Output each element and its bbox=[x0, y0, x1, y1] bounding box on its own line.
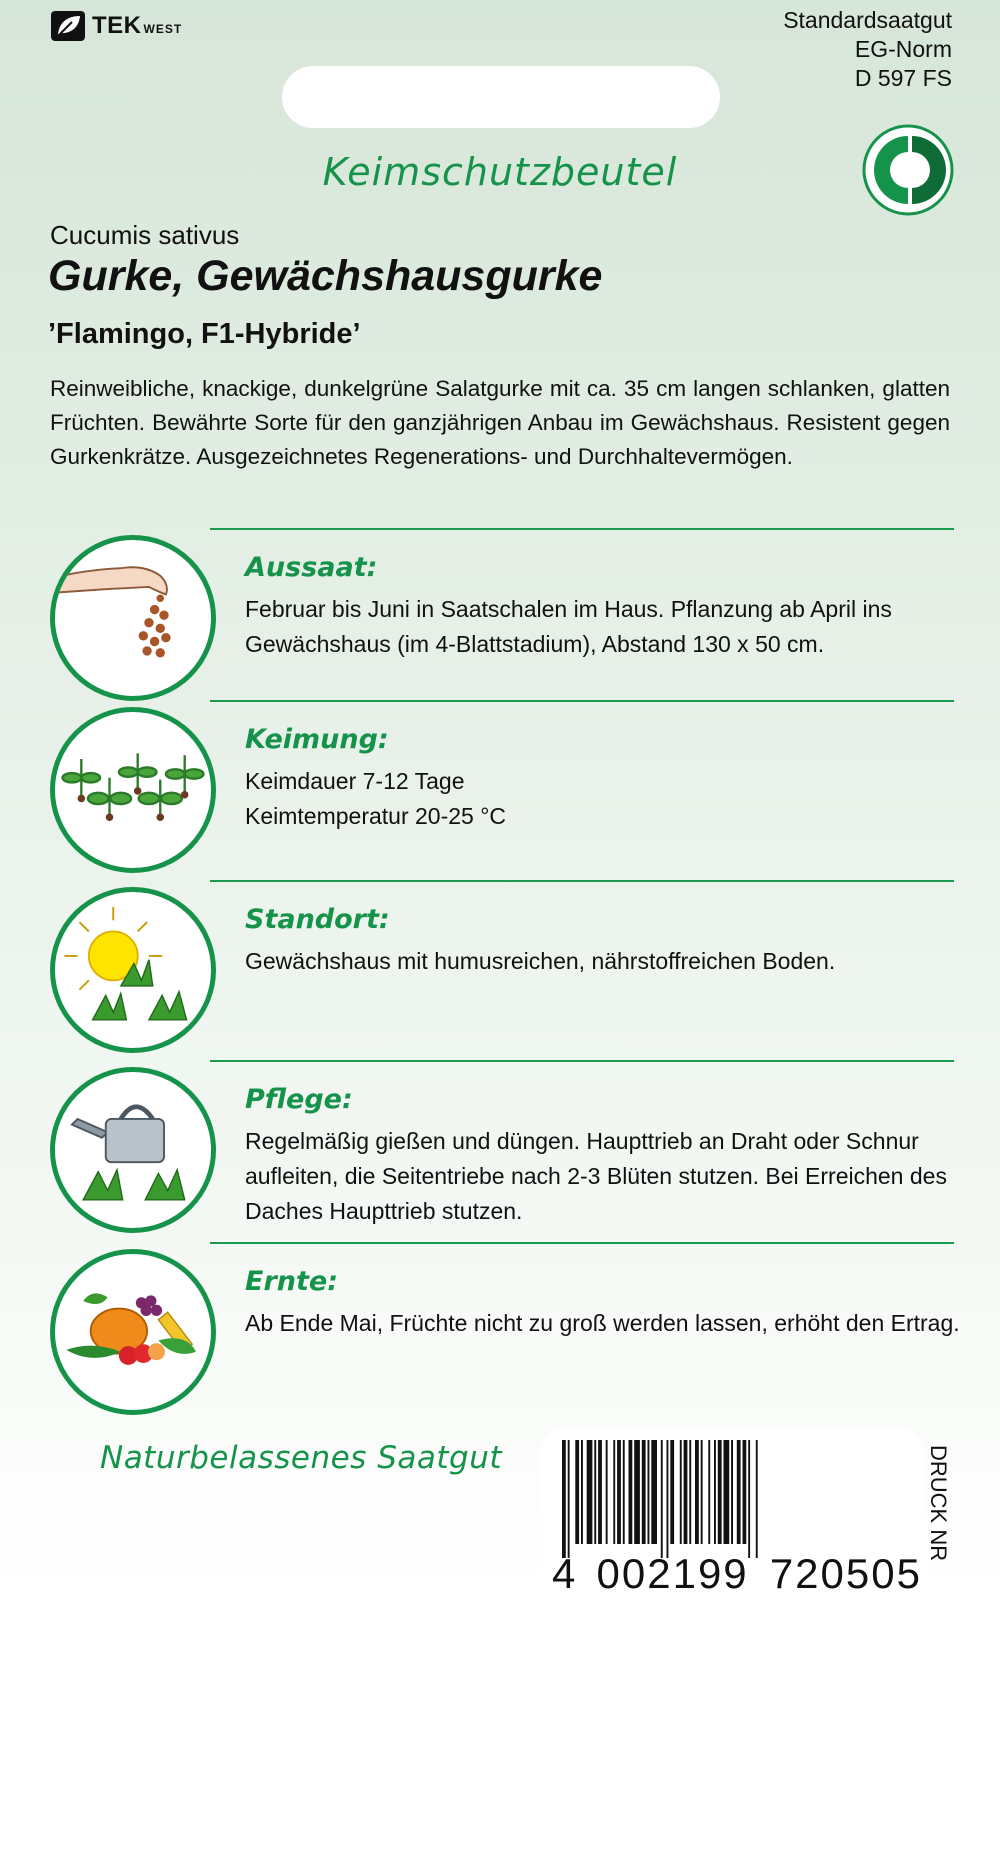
barcode-bar bbox=[731, 1440, 733, 1544]
section-text: Regelmäßig gießen und düngen. Haupttrieb an Draht oder Schnur aufleiten, die Seitentriebe nach 2-3 Blüten stutzen. Bei Erreichen des Daches Haupttrieb stutzen. bbox=[245, 1128, 947, 1224]
barcode-bar bbox=[594, 1440, 596, 1544]
barcode-bar bbox=[634, 1440, 640, 1544]
barcode-bar bbox=[724, 1440, 730, 1544]
section-title: Pflege: bbox=[245, 1084, 353, 1115]
text-line: Keimdauer 7-12 Tage bbox=[245, 768, 465, 794]
barcode bbox=[540, 1428, 925, 1603]
barcode-bar bbox=[575, 1440, 579, 1544]
divider bbox=[210, 1242, 954, 1244]
barcode-bar bbox=[748, 1440, 750, 1558]
blank-label-field bbox=[282, 66, 720, 128]
norm-line: D 597 FS bbox=[854, 65, 952, 91]
barcode-bar bbox=[651, 1440, 657, 1544]
section-text bbox=[245, 764, 965, 834]
barcode-bar bbox=[667, 1440, 669, 1558]
section-keimung bbox=[50, 700, 950, 880]
sun-plants-icon bbox=[50, 887, 216, 1053]
product-title: Gurke, Gewächshausgurke bbox=[48, 252, 603, 300]
hand-sowing-seeds-icon bbox=[50, 535, 216, 701]
barcode-bar bbox=[642, 1440, 646, 1544]
leaf-logo-icon bbox=[50, 8, 86, 44]
barcode-bar bbox=[689, 1440, 691, 1544]
barcode-bar bbox=[587, 1440, 593, 1544]
seedlings-icon bbox=[50, 707, 216, 873]
section-text: Gewächshaus mit humusreichen, nährstoffreichen Boden. bbox=[245, 948, 836, 974]
barcode-bar bbox=[598, 1440, 602, 1544]
barcode-digits: 720505 bbox=[769, 1550, 922, 1597]
barcode-bar bbox=[714, 1440, 716, 1544]
section-aussaat bbox=[50, 528, 950, 708]
barcode-bar bbox=[737, 1440, 741, 1544]
text-line: Keimtemperatur 20-25 °C bbox=[245, 803, 507, 829]
brand-logo bbox=[50, 8, 182, 44]
section-title: Aussaat: bbox=[245, 552, 378, 583]
section-pflege bbox=[50, 1060, 950, 1240]
divider bbox=[210, 880, 954, 882]
barcode-digits: 4 bbox=[552, 1550, 576, 1597]
barcode-bar bbox=[568, 1440, 570, 1558]
barcode-bar bbox=[606, 1440, 608, 1544]
barcode-bar bbox=[581, 1440, 583, 1544]
watering-can-icon bbox=[50, 1067, 216, 1233]
seed-norm-info bbox=[783, 6, 952, 93]
section-text: Februar bis Juni in Saatschalen im Haus. Pflanzung ab April ins Gewächshaus (im 4-Blattstadium), Abstand 130 x 50 cm. bbox=[245, 596, 892, 657]
barcode-bar bbox=[648, 1440, 650, 1544]
banner-keimschutzbeutel: Keimschutzbeutel bbox=[322, 150, 678, 194]
norm-line: EG-Norm bbox=[854, 36, 952, 62]
print-number-label: DRUCK NR bbox=[926, 1445, 951, 1562]
slogan: Naturbelassenes Saatgut bbox=[100, 1440, 502, 1476]
barcode-number bbox=[552, 1550, 922, 1598]
section-title: Standort: bbox=[245, 904, 390, 935]
barcode-bar bbox=[708, 1440, 710, 1544]
section-standort bbox=[50, 880, 950, 1060]
brand-name: TEK WEST bbox=[92, 12, 183, 39]
barcode-bar bbox=[670, 1440, 674, 1544]
product-description: Reinweibliche, knackige, dunkelgrüne Salatgurke mit ca. 35 cm langen schlanken, glatten Früchten. Bewährte Sorte für den ganzjährigen Anbau im Gewächshaus. Resistent gegen Gurkenkrätze. Ausgezeichnetes Regenerations- und Durchhaltevermögen. bbox=[50, 376, 950, 469]
barcode-bar bbox=[701, 1440, 703, 1544]
barcode-bar bbox=[684, 1440, 688, 1544]
barcode-bar bbox=[743, 1440, 747, 1544]
latin-name: Cucumis sativus bbox=[50, 220, 240, 250]
barcode-bar bbox=[623, 1440, 625, 1544]
divider bbox=[210, 1060, 954, 1062]
section-title: Keimung: bbox=[245, 724, 389, 755]
section-title: Ernte: bbox=[245, 1266, 338, 1297]
barcode-bars bbox=[560, 1440, 900, 1558]
barcode-bar bbox=[613, 1440, 615, 1544]
variety-name: ’Flamingo, F1-Hybride’ bbox=[48, 318, 361, 350]
barcode-bar bbox=[695, 1440, 699, 1544]
barcode-bar bbox=[562, 1440, 566, 1558]
barcode-digits: 002199 bbox=[596, 1550, 749, 1597]
barcode-bar bbox=[680, 1440, 682, 1544]
section-ernte bbox=[50, 1242, 960, 1422]
vegetables-harvest-icon bbox=[50, 1249, 216, 1415]
barcode-bar bbox=[718, 1440, 722, 1544]
divider bbox=[210, 528, 954, 530]
divider bbox=[210, 700, 954, 702]
barcode-bar bbox=[629, 1440, 633, 1544]
norm-line: Standardsaatgut bbox=[783, 7, 952, 33]
section-text: Ab Ende Mai, Früchte nicht zu groß werden lassen, erhöht den Ertrag. bbox=[245, 1310, 960, 1336]
barcode-bar bbox=[661, 1440, 663, 1558]
barcode-bar bbox=[617, 1440, 621, 1544]
barcode-bar bbox=[756, 1440, 758, 1558]
